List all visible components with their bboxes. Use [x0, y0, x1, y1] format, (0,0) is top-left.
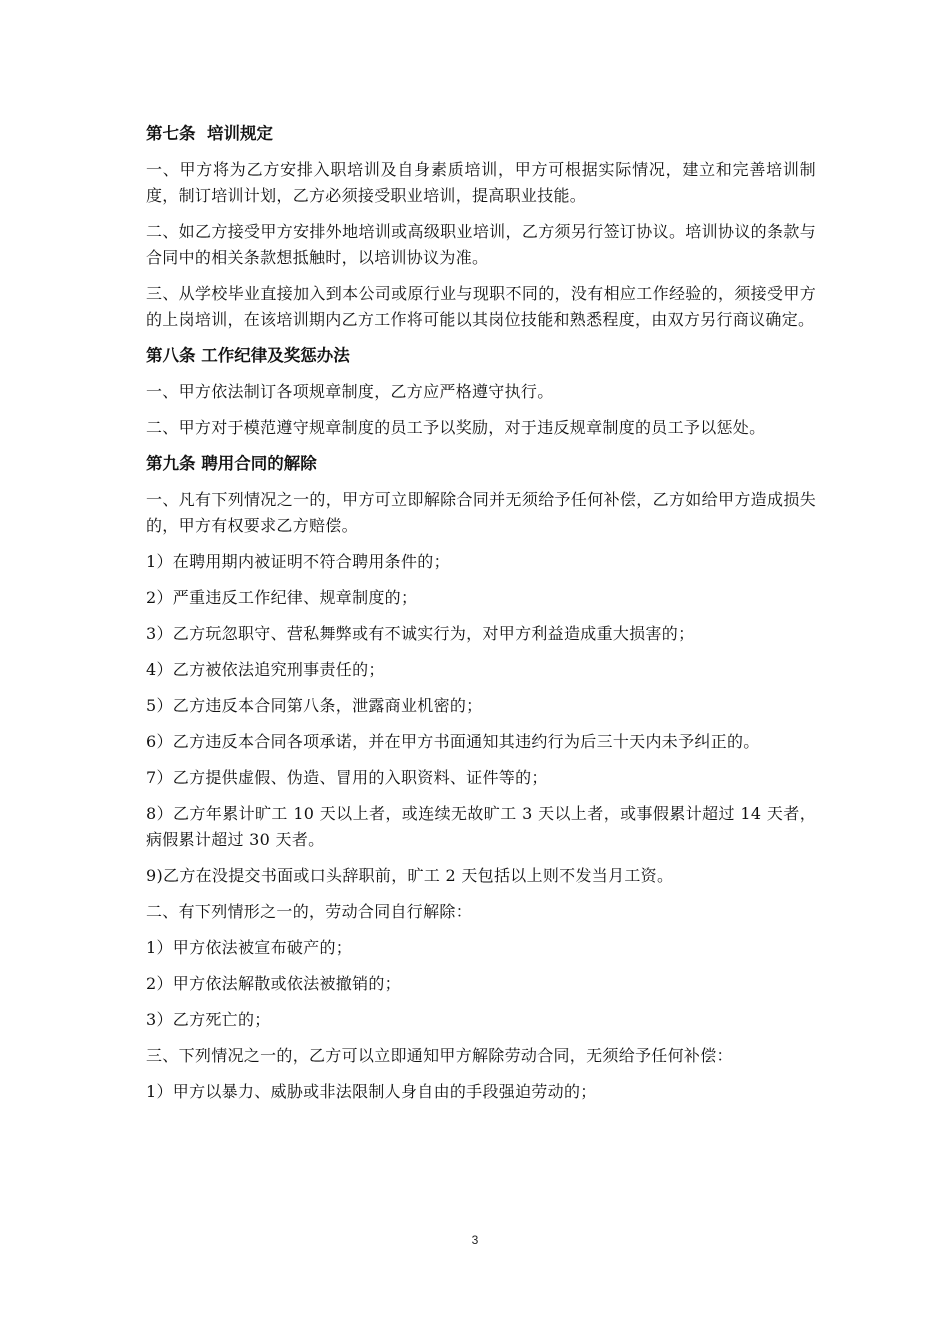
paragraph: 三、从学校毕业直接加入到本公司或原行业与现职不同的，没有相应工作经验的，须接受甲方的上岗培训，在该培训期内乙方工作将可能以其岗位技能和熟悉程度，由双方另行商议确定。 [146, 284, 816, 329]
list-item: 2）甲方依法解散或依法被撤销的； [146, 974, 401, 993]
paragraph: 二、如乙方接受甲方安排外地培训或高级职业培训，乙方须另行签订协议。培训协议的条款与合同中的相关条款想抵触时，以培训协议为准。 [146, 222, 816, 267]
list-item: 1）在聘用期内被证明不符合聘用条件的； [146, 552, 450, 571]
page-number: 3 [471, 1233, 479, 1247]
list-item: 9)乙方在没提交书面或口头辞职前，旷工 2 天包括以上则不发当月工资。 [146, 866, 674, 885]
paragraph: 一、甲方将为乙方安排入职培训及自身素质培训，甲方可根据实际情况，建立和完善培训制度，制订培训计划，乙方必须接受职业培训，提高职业技能。 [146, 160, 816, 205]
list-item: 3）乙方死亡的； [146, 1010, 271, 1029]
paragraph: 一、凡有下列情况之一的，甲方可立即解除合同并无须给予任何补偿，乙方如给甲方造成损失的，甲方有权要求乙方赔偿。 [146, 490, 816, 535]
section-heading: 第七条 培训规定 [146, 124, 273, 143]
section-heading: 第九条 聘用合同的解除 [146, 454, 317, 473]
list-item: 3）乙方玩忽职守、营私舞弊或有不诚实行为，对甲方利益造成重大损害的； [146, 624, 695, 643]
list-item: 7）乙方提供虚假、伪造、冒用的入职资料、证件等的； [146, 768, 548, 787]
list-item: 2）严重违反工作纪律、规章制度的； [146, 588, 418, 607]
list-item: 6）乙方违反本合同各项承诺，并在甲方书面通知其违约行为后三十天内未予纠正的。 [146, 732, 760, 751]
page-content [146, 121, 816, 1115]
paragraph: 二、有下列情形之一的，劳动合同自行解除： [146, 902, 473, 921]
list-item: 4）乙方被依法追究刑事责任的； [146, 660, 385, 679]
list-item: 1）甲方依法被宣布破产的； [146, 938, 353, 957]
section-heading: 第八条 工作纪律及奖惩办法 [146, 346, 350, 365]
paragraph: 二、甲方对于模范遵守规章制度的员工予以奖励，对于违反规章制度的员工予以惩处。 [146, 418, 766, 437]
list-item: 8）乙方年累计旷工 10 天以上者，或连续无故旷工 3 天以上者，或事假累计超过 14 天者，病假累计超过 30 天者。 [146, 804, 816, 849]
paragraph: 一、甲方依法制订各项规章制度，乙方应严格遵守执行。 [146, 382, 554, 401]
list-item: 5）乙方违反本合同第八条，泄露商业机密的； [146, 696, 483, 715]
paragraph: 三、下列情况之一的，乙方可以立即通知甲方解除劳动合同，无须给予任何补偿： [146, 1046, 733, 1065]
list-item: 1）甲方以暴力、威胁或非法限制人身自由的手段强迫劳动的； [146, 1082, 597, 1101]
